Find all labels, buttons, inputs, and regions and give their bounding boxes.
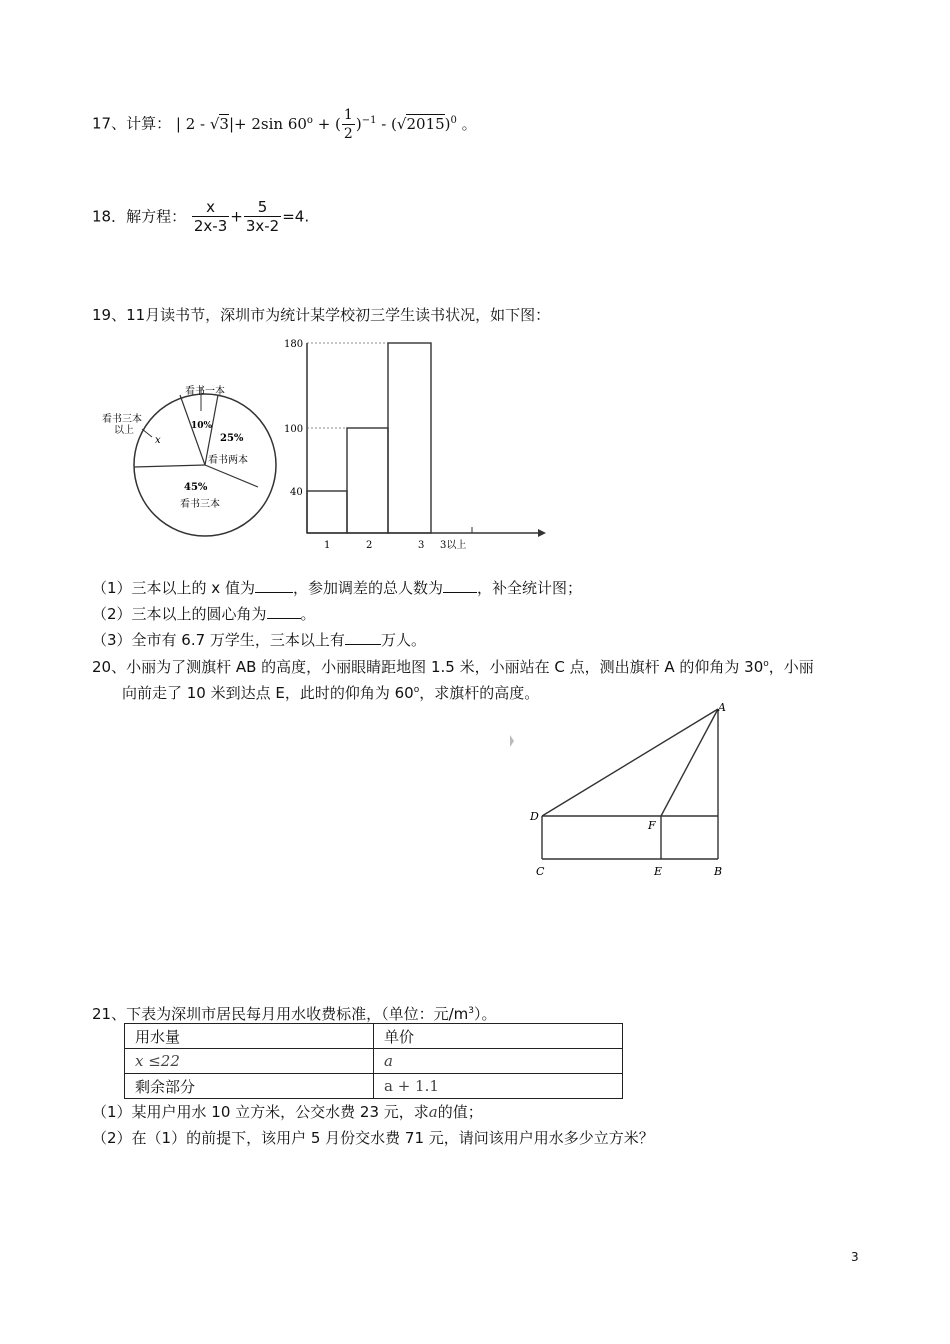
q19-sub1: （1）三本以上的 x 值为 ，参加调差的总人数为 ，补全统计图； bbox=[92, 576, 582, 598]
pie-label-three-plus: 看书三本 bbox=[102, 414, 142, 425]
cell-remainder: 剩余部分 bbox=[125, 1074, 374, 1099]
bar-1 bbox=[307, 491, 347, 533]
table-row bbox=[125, 1049, 623, 1074]
blank-x-value bbox=[255, 576, 293, 593]
blank-count bbox=[345, 628, 381, 645]
sqrt-symbol: √ bbox=[396, 114, 407, 133]
q18-label: 18．解方程： bbox=[92, 207, 187, 226]
q19-sub3: （3）全市有 6.7 万学生，三本以上有 万人。 bbox=[92, 628, 426, 650]
q21-sub1: （1）某用户用水 10 立方米，公交水费 23 元，求a的值； bbox=[92, 1103, 483, 1121]
pie-label-one-book: 看书一本 bbox=[185, 386, 225, 397]
question-18: 18．解方程： $\frac{x}{2x-3}$ + $\frac{5}{3x-2}$ =4. bbox=[92, 198, 310, 235]
q20-line1: 20、小丽为了测旗杆 AB 的高度，小丽眼睛距地图 1.5 米，小丽站在 C 点，测出旗杆 A 的仰角为 30$^o$，小丽 bbox=[92, 658, 814, 676]
blank-total bbox=[443, 576, 477, 593]
q19-sub2: （2）三本以上的圆心角为 。 bbox=[92, 602, 316, 624]
x-tick-3-plus: 3以上 bbox=[440, 540, 467, 551]
point-E-label: E bbox=[654, 865, 663, 878]
q17-label: 17、计算： bbox=[92, 114, 172, 133]
water-price-table bbox=[124, 1023, 623, 1099]
pie-chart bbox=[92, 375, 292, 550]
cell-usage-range: x ≤22 bbox=[125, 1049, 374, 1074]
header-usage: 用水量 bbox=[125, 1024, 374, 1049]
q20-line2: 向前走了 10 米到达点 E，此时的仰角为 60$^o$，求旗杆的高度。 bbox=[122, 684, 540, 702]
header-price: 单价 bbox=[374, 1024, 623, 1049]
fraction-x-over-2x-3: $\frac{x}{2x-3}$ bbox=[193, 198, 228, 235]
table-row bbox=[125, 1074, 623, 1099]
pie-label-three-plus-2: 以上 bbox=[114, 425, 134, 436]
point-B-label: B bbox=[714, 865, 723, 878]
pie-label-three-books: 看书三本 bbox=[180, 499, 220, 510]
bar-chart bbox=[280, 335, 550, 555]
table-header-row bbox=[125, 1024, 623, 1049]
cell-price-a-plus: a + 1.1 bbox=[374, 1074, 623, 1099]
bar-2 bbox=[347, 428, 388, 533]
fraction-5-over-3x-2: $\frac{5}{3x-2}$ bbox=[245, 198, 280, 235]
x-tick-2: 2 bbox=[366, 540, 373, 551]
pie-pct-25: 25% bbox=[220, 433, 244, 444]
q21-intro: 21、下表为深圳市居民每月用水收费标准，（单位：元$/m^3$）。 bbox=[92, 1005, 497, 1023]
bar-3 bbox=[388, 343, 431, 533]
y-tick-100: 100 bbox=[284, 424, 304, 435]
y-tick-180: 180 bbox=[284, 339, 304, 350]
x-tick-3: 3 bbox=[418, 540, 425, 551]
point-A-label: A bbox=[718, 701, 726, 714]
question-17 bbox=[92, 106, 477, 142]
point-C-label: C bbox=[536, 865, 545, 878]
sqrt-symbol: √ bbox=[209, 114, 220, 133]
x-tick-1: 1 bbox=[324, 540, 331, 551]
point-F-label: F bbox=[648, 819, 656, 832]
pie-pct-10: 10% bbox=[191, 421, 213, 431]
page-number: 3 bbox=[851, 1250, 859, 1264]
point-D-label: D bbox=[530, 810, 539, 823]
q17-expression: | 2 - √3|+ 2sin $60^o$ + ( $\frac{1}{2}$ )$^{-1} - (√2015)^0$ 。 bbox=[175, 107, 477, 142]
q21-sub2: （2）在（1）的前提下，该用户 5 月份交水费 71 元，请问该用户用水多少立方米？ bbox=[92, 1129, 654, 1147]
y-tick-40: 40 bbox=[290, 487, 303, 498]
half-fraction: $\frac{1}{2}$ bbox=[343, 107, 353, 142]
pie-pct-45: 45% bbox=[184, 482, 208, 493]
cell-price-a: a bbox=[374, 1049, 623, 1074]
blank-angle bbox=[267, 602, 301, 619]
flagpole-diagram bbox=[500, 695, 740, 885]
pie-label-two-books: 看书两本 bbox=[208, 455, 248, 466]
pie-x-label: x bbox=[155, 435, 161, 446]
question-19-intro: 19、11月读书节，深圳市为统计某学校初三学生读书状况，如下图： bbox=[92, 306, 551, 324]
